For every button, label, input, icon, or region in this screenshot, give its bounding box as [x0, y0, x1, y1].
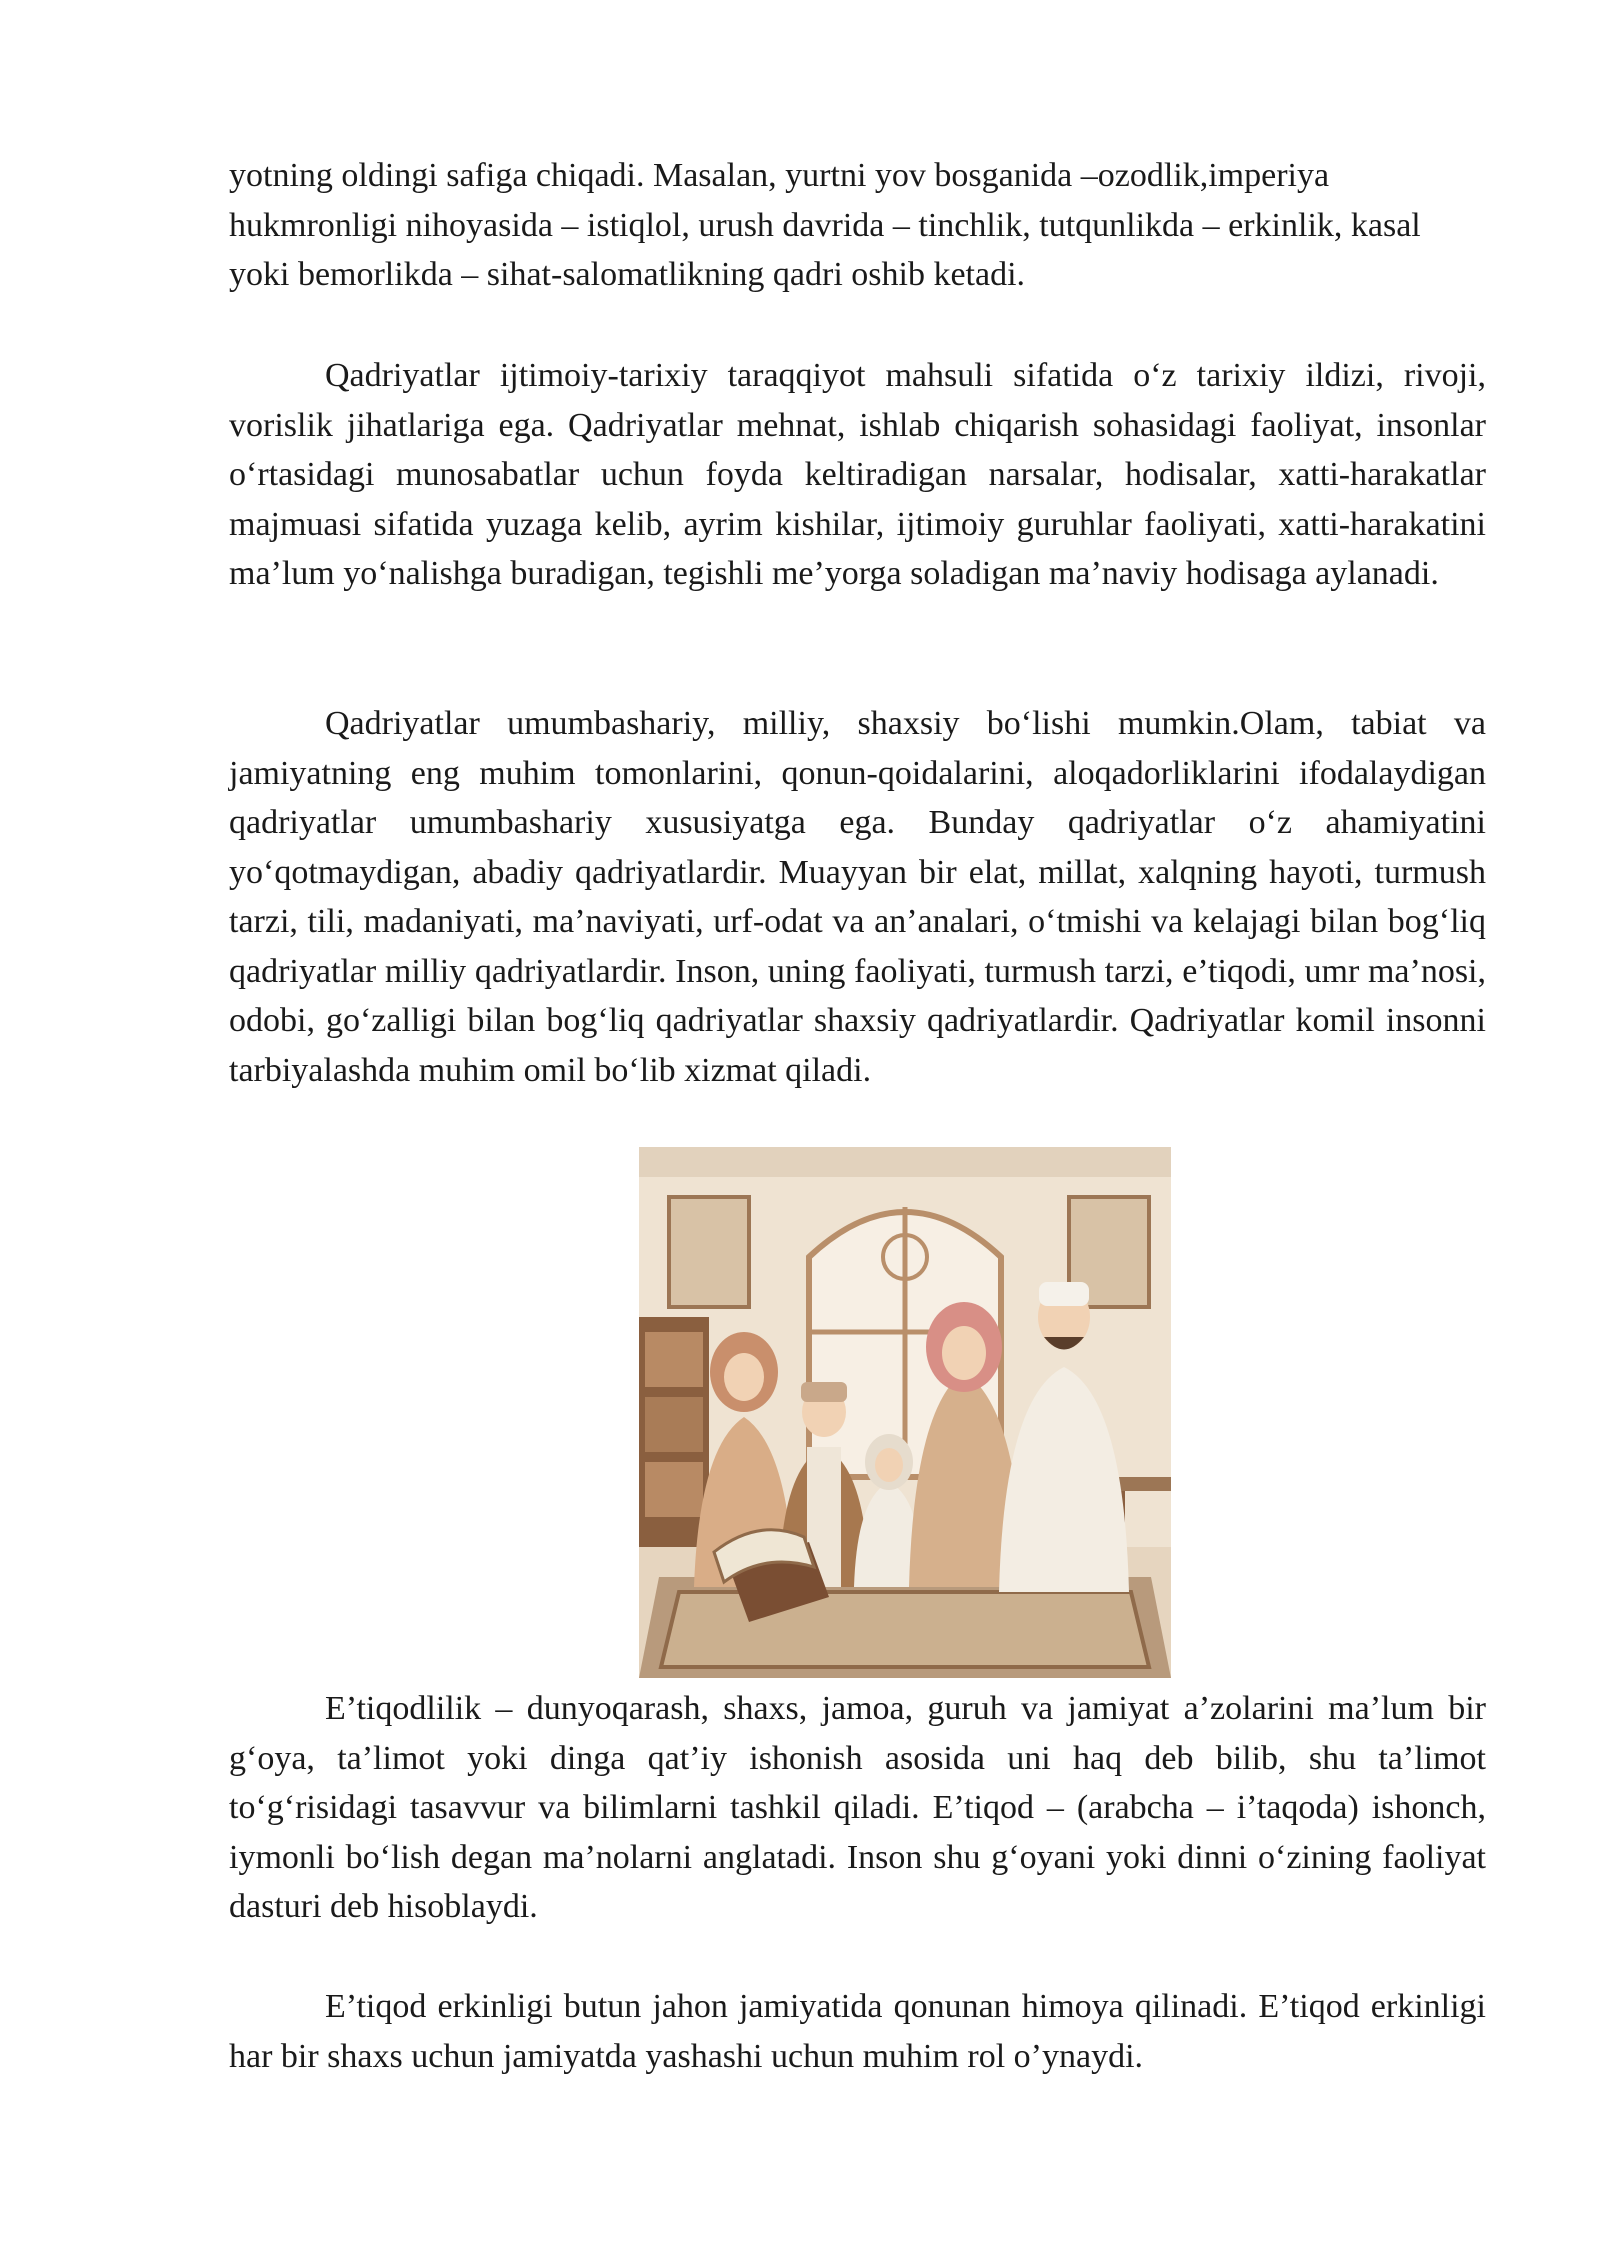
paragraph-etiqodlilik: E’tiqodlilik – dunyoqarash, shaxs, jamoa, guruh va jamiyat a’zolarini ma’lum bir g‘oya, ta’limot yoki dinga qat’iy ishonish asosida uni haq deb bilib, shu ta’limot to‘g‘risidagi tasavvur va bilimlarni tashkil qiladi. E’tiqod – (arabcha – i’taqoda) ishonch, iymonli bo‘lish degan ma’nolarni anglatadi. Inson shu g‘oyani yoki dinni o‘zining faoliyat dasturi deb hisoblaydi. [229, 1690, 1486, 1925]
paragraph-values-types: Qadriyatlar umumbashariy, milliy, shaxsiy bo‘lishi mumkin.Olam, tabiat va jamiyatning eng muhim tomonlarini, qonun-qoidalarini, aloqadorliklarini ifodalaydigan qadriyatlar umumbashariy xususiyatga ega. Bunday qadriyatlar o‘z ahamiyatini yo‘qotmaydigan, abadiy qadriyatlardir. Muayyan bir elat, millat, xalqning hayoti, turmush tarzi, tili, madaniyati, ma’naviyati, urf-odat va an’analari, o‘tmishi va kelajagi bilan bog‘liq qadriyatlar milliy qadriyatlardir. Inson, uning faoliyati, turmush tarzi, e’tiqodi, umr ma’nosi, odobi, go‘zalligi bilan bog‘liq qadriyatlar shaxsiy qadriyatlardir. Qadriyatlar komil insonni tarbiyalashda muhim omil bo‘lib xizmat qiladi. [229, 705, 1486, 1089]
paragraph-etiqod-erkinligi: E’tiqod erkinligi butun jahon jamiyatida qonunan himoya qilinadi. E’tiqod erkinligi har bir shaxs uchun jamiyatda yashashi uchun muhim rol o’ynaydi. [229, 1988, 1486, 2075]
paragraph-continuation: yotning oldingi safiga chiqadi. Masalan, yurtni yov bosganida –ozodlik,imperiya hukmronligi nihoyasida – istiqlol, urush davrida – tinchlik, tutqunlikda – erkinlik, kasal yoki bemorlikda – sihat-salomatlikning qadri oshib ketadi. [229, 157, 1421, 293]
family-praying-illustration [639, 1147, 1171, 1678]
paragraph-values-history: Qadriyatlar ijtimoiy-tarixiy taraqqiyot mahsuli sifatida o‘z tarixiy ildizi, rivoji, vorislik jihatlariga ega. Qadriyatlar mehnat, ishlab chiqarish sohasidagi faoliyat, insonlar o‘rtasidagi munosabatlar uchun foyda keltiradigan narsalar, hodisalar, xatti-harakatlar majmuasi sifatida yuzaga kelib, ayrim kishilar, ijtimoiy guruhlar faoliyati, xatti-harakatini ma’lum yo‘nalishga buradigan, tegishli me’yorga soladigan ma’naviy hodisaga aylanadi. [229, 357, 1486, 592]
